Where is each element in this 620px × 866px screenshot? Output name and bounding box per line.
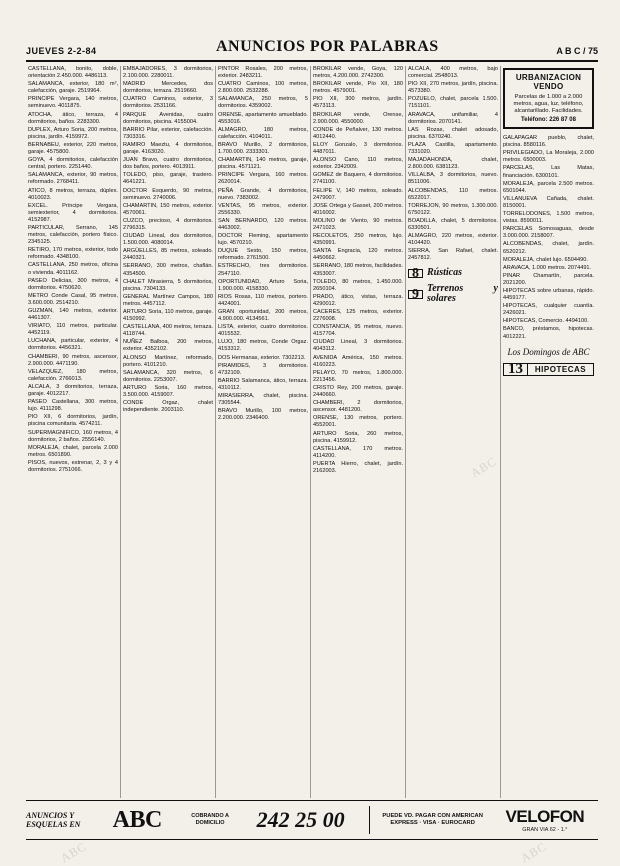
column-5-ads-top [408,66,498,262]
classified-ad: SALAMANCA, exterior, 180 m², calefacción, garaje. 2519964. [28,81,118,95]
classified-ad: VILLANUEVA Cañada, chalet. 8150001. [503,195,594,209]
classified-ad: PLAZA Castilla, apartamento. 7331020. [408,141,498,156]
footer-phone: 242 25 00 [256,807,345,832]
classified-ad: CASTELLANA, 400 metros, terraza. 4118744. [123,324,213,338]
classified-ad: OPORTUNIDAD, Arturo Soria, 1.900.000. 4158330. [218,278,308,292]
classified-ad: CACERES, 125 metros, exterior. 2276008. [313,309,403,323]
header-title: ANUNCIOS POR PALABRAS [216,38,439,55]
classified-ad: PELAYO, 70 metros, 1.800.000. 2213456. [313,369,403,383]
classified-ad: ALONSO Cano, 110 metros, exterior. 2342009. [313,157,403,171]
classified-ad: SERRANO, 180 metros, facilidades. 4353007. [313,263,403,277]
classified-ad: PASEO Delicias, 300 metros, 4 dormitorios. 4750620. [28,277,118,291]
classified-ad: PIO XII, 6 dormitorios, jardín, piscina comunitaria. 4574211. [28,414,118,428]
column-5 [406,66,501,798]
classified-ad: EMBAJADORES, 3 dormitorios, 2.100.000. 2280011. [123,66,213,80]
classified-ad: PIO XII, 270 metros, jardín, piscina. 4573380. [408,81,498,95]
classified-ad: TOLEDO, 80 metros, 1.450.000. 2650104. [313,278,403,292]
classified-ad: CUATRO Caminos, exterior, 3 dormitorios. 2531166. [123,96,213,110]
column-4 [311,66,406,798]
classified-ad: CONDE Orgaz, chalet independiente. 2003110. [123,400,213,414]
classified-ad: AVENIDA América, 150 metros. 4160223. [313,354,403,368]
classified-ad: PIRAMIDES, 3 dormitorios. 4732109. [218,362,308,376]
classified-ad: ORENSE, apartamento amueblado. 4553016. [218,111,308,125]
classified-ad: BROKILAR vende, Pío XII, 180 metros. 4579001. [313,81,403,95]
classified-ad: MORALEJA, chalet, parcela 2.000 metros. 6501890. [28,444,118,458]
footer-velofon [492,807,598,833]
classified-ad: JUAN Bravo, cuatro dormitorios, dos baños, portero. 4013911. [123,157,213,171]
domingos-banner: Los Domingos de ABC [507,346,590,357]
classified-ad: BRAVO Murillo, 100 metros, 2.200.000. 2346400. [218,408,308,422]
promo-body: Parcelas de 1.000 a 2.000 metros, agua, luz, teléfono, alcantarillado. Facilidades. [513,94,584,114]
classified-ad: ARTURO Soria, 260 metros, piscina. 4159912. [313,430,403,444]
classified-ad: BROKILAR vende, Goya, 120 metros, 4.200.000. 2742300. [313,66,403,80]
classified-ad: LISTA, exterior, cuatro dormitorios. 4015532. [218,324,308,338]
classified-ad: ARTURO Soria, 110 metros, garaje. 4150992. [123,309,213,323]
promo-title: URBANIZACION VENDO [515,73,582,91]
classified-ad: BOADILLA, chalet, 5 dormitorios. 6330501. [408,217,498,231]
classified-ad: MOLINO de Viento, 90 metros. 2471023. [313,217,403,231]
classified-ad: ARGÜELLES, 85 metros, soleado. 2440321. [123,248,213,262]
classified-ad: PARCELAS Somosaguas, desde 3.000.000. 2158007. [503,226,594,240]
classified-ad: ALMAGRO, 180 metros, calefacción. 4104011. [218,126,308,140]
classified-ad: ALCALA, 3 dormitorios, terraza, garaje. 4012217. [28,383,118,398]
classified-ad: RIOS Rosas, 110 metros, portero. 4424001. [218,293,308,307]
classified-ad: CHAMARTIN, 150 metros, exterior. 4570061. [123,202,213,216]
classified-ad: PINAR Chamartín, parcela. 2021200. [503,272,594,286]
watermark: ABC [468,454,500,481]
classified-ad: RECOLETOS, 250 metros, lujo. 4350991. [313,233,403,247]
classified-ad: GRAN oportunidad, 200 metros, 4.900.000. 4134561. [218,309,308,323]
classified-ad: SAN BERNARDO, 120 metros. 4463002. [218,217,308,231]
classified-ad: CIUDAD Lineal, 3 dormitorios. 4043112. [313,339,403,353]
column-3 [216,66,311,798]
footer-cobrando-text: COBRANDO A DOMICILIO [191,813,229,826]
classified-ad: PRIVILEGIADO, La Moraleja, 2.000 metros. 6500003. [503,150,594,164]
watermark: ABC [58,839,90,866]
classified-ad: BARRIO Salamanca, ático, terraza. 4310112. [218,377,308,391]
classified-ad: ARAVACA, unifamiliar, 4 dormitorios. 2070141. [408,111,498,125]
classified-ad: CUZCO, precioso, 4 dormitorios. 2796315. [123,217,213,231]
classified-ad: TOLEDO, piso, garaje, trastero. 4641221. [123,172,213,186]
classified-ad: VENTAS, 95 metros, exterior. 2556330. [218,202,308,216]
classified-ad: JOSE Ortega y Gasset, 200 metros. 4016002. [313,202,403,216]
classified-ad: CHAMBERI, 90 metros, ascensor, 2.900.000. 4471190. [28,353,118,367]
classified-ad: SANTA Engracia, 120 metros. 4450662. [313,248,403,262]
promo-box [503,68,594,129]
classified-ad: ARTURO Soria, 160 metros, 3.500.000. 4159007. [123,384,213,399]
classified-columns [26,66,598,798]
classified-ad: PEÑA Grande, 4 dormitorios, nuevo. 7383002. [218,187,308,201]
header-date: JUEVES 2-2-84 [26,46,97,56]
classified-ad: SUPERMAGNIFICO, 160 metros, 4 dormitorios, 2 baños. 2556140. [28,429,118,443]
classified-ad: BROKILAR vende, Orense, 2.900.000. 4550000. [313,111,403,125]
classified-ad: CONSTANCIA, 95 metros, nuevo. 4157704. [313,324,403,338]
classified-ad: METRO Conde Casal, 95 metros, 3.600.000. 2514210. [28,292,118,306]
section-terrenos-number: 9 [408,290,423,299]
classified-ad: NUÑEZ Balboa, 200 metros, exterior. 4352102. [123,339,213,353]
classified-ad: PARCELAS, Las Matas, financiación. 6300101. [503,165,594,179]
classified-ad: LUJO, 180 metros, Conde Orgaz. 4153312. [218,339,308,353]
classified-ad: DOCTOR Esquerdo, 90 metros, seminuevo. 2740006. [123,187,213,201]
classified-ad: GOMEZ de Baquero, 4 dormitorios. 2741100. [313,172,403,186]
column-1 [26,66,121,798]
classified-ad: CHAMARTIN, 140 metros, garaje, piscina. 4571121. [218,157,308,171]
classified-ad: CHALET Mirasierra, 5 dormitorios, piscina. 7304133. [123,278,213,292]
classified-ad: GUZMAN, 140 metros, exterior. 4461307. [28,308,118,322]
classified-ad: SALAMANCA, 320 metros, 6 dormitorios. 2253007. [123,369,213,383]
classified-ad: ALMAGRO, 220 metros, exterior. 4104420. [408,233,498,247]
classified-ad: PASEO Castellana, 300 metros, lujo. 4111298. [28,399,118,413]
classified-ad: VIRIATO, 110 metros, particular. 4452119. [28,323,118,337]
classified-ad: CASTELLANA, bonito, doble, orientación 2.450.000. 4486113. [28,66,118,80]
classified-ad: FELIPE V, 140 metros, soleado. 2479007. [313,187,403,201]
section-rusticas [408,265,498,281]
classified-ad: RETIRO, 170 metros, exterior, todo reformado. 4348100. [28,247,118,261]
classified-ad: SALAMANCA, exterior, 90 metros, reformado. 2768411. [28,172,118,186]
classified-ad: CUATRO Caminos, 100 metros, 2.800.000. 2532288. [218,81,308,95]
classified-ad: BRAVO Murillo, 2 dormitorios, 1.700.000. 2333301. [218,141,308,156]
section-terrenos [408,284,498,304]
classified-ad: PRINCIPE Vergara, 140 metros, seminuevo. 4011875. [28,96,118,110]
section-hipotecas [503,360,594,377]
section-hipotecas-name: HIPOTECAS [534,364,587,374]
classified-ad: DOCTOR Fleming, apartamento lujo. 4570210. [218,233,308,247]
classified-ad: DUQUE Sesto, 150 metros, reformado. 2761500. [218,248,308,262]
classified-ad: GOYA, 4 dormitorios, calefacción central, portero. 2251440. [28,157,118,171]
classified-ad: HIPOTECAS, cualquier cuantía. 2426021. [503,303,594,317]
classified-ad: LAS Rozas, chalet adosado, piscina. 6370240. [408,126,498,140]
classified-ad: EXCEL. Príncipe Vergara, semiexterior, 4 dormitorios. 4152987. [28,202,118,223]
classified-ad: BANCO, préstamos, hipotecas. 4012221. [503,326,594,340]
footer-ad-banner [26,800,598,840]
classified-ad: ARAVACA, 1.000 metros. 2074491. [503,264,592,271]
classified-ad: SIERRA, San Rafael, chalet. 2457812. [408,248,498,262]
classified-ad: ATOCHA, ático, terraza, 4 dormitorios, baños. 2283300. [28,111,118,125]
classified-ad: VILLALBA, 3 dormitorios, nuevo. 8511006. [408,172,498,186]
page-header [26,36,598,62]
classified-ad: CHAMBERI, 2 dormitorios, ascensor. 4481200. [313,400,403,414]
column-6-ads [503,135,594,341]
column-2 [121,66,216,798]
watermark: ABC [518,839,550,866]
section-hipotecas-number: 13 [504,364,528,375]
classified-ad: PUERTA Hierro, chalet, jardín. 2162003. [313,460,403,474]
footer-abc-logo: ABC [112,806,162,833]
classified-ad: MORALEJA, chalet lujo. 6504490. [503,256,588,263]
classified-ad: CRISTO Rey, 200 metros, garaje. 2440660. [313,384,403,399]
classified-ad: HIPOTECAS, Comercio. 4494100. [503,318,589,325]
classified-ad: DOS Hermanas, exterior. 7302213. [218,354,306,361]
classified-ad: GENERAL Martínez Campos, 180 metros. 4457112. [123,293,213,307]
classified-ad: DUPLEX, Arturo Soria, 200 metros, piscina, jardín. 4159972. [28,126,118,140]
classified-ad: PARQUE Avenidas, cuatro dormitorios, piscina. 4155004. [123,111,213,125]
column-6 [501,66,596,798]
classified-ad: PISOS, nuevos, estrenar, 2, 3 y 4 dormitorios. 2751066. [28,459,118,473]
classified-ad: BERNABEU, exterior, 220 metros, garaje. 4575800. [28,141,118,156]
classified-ad: ELOY Gonzalo, 3 dormitorios. 4487011. [313,141,403,156]
promo-phone: Teléfono: 226 87 08 [521,117,576,123]
classified-ad: VELAZQUEZ, 180 metros, calefacción. 2766013. [28,368,118,382]
classified-ad: SERRANO, 300 metros, chaflán. 4354500. [123,263,213,277]
section-rusticas-number: 8 [408,269,423,278]
classified-ad: TORRELODONES, 1.500 metros, vistas. 8590011. [503,211,594,225]
classified-ad: CASTELLANA, 170 metros. 4114200. [313,445,403,459]
classified-ad: MADRID Mercedes, dos dormitorios, terraza. 2519660. [123,81,213,95]
classified-ad: POZUELO, chalet, parcela 1.500. 7151101. [408,96,498,110]
classified-ad: ATICO, 8 metros, terraza, dúplex. 4010023. [28,187,118,201]
classified-ad: PIO XII, 300 metros, jardín. 4573113. [313,96,403,110]
classified-ad: ALCOBENDAS, 110 metros. 6522017. [408,187,498,201]
classified-ad: LUCHANA, particular, exterior, 4 dormitorios. 4456321. [28,338,118,352]
classified-ad: MAJADAHONDA, chalet, 2.800.000. 6381123. [408,157,498,171]
classified-ad: ALCOBENDAS, chalet, jardín. 6520212. [503,241,594,255]
footer-anuncios-text: ANUNCIOS Y ESQUELAS EN [26,811,81,829]
classified-ad: HIPOTECAS sobre urbanas, rápido. 4459177. [503,287,594,302]
footer-velofon-address: GRAN VIA 62 - 1.° [522,827,568,833]
classified-ad: CASTELLANA, 250 metros, oficina o vivienda. 4011162. [28,262,118,276]
section-terrenos-name: Terrenos y solares [427,283,498,305]
classified-ad: SALAMANCA, 250 metros, 5 dormitorios. 4359002. [218,96,308,110]
classified-ad: PINTOR Rosales, 200 metros, exterior. 2483211. [218,66,308,80]
section-rusticas-name: Rústicas [427,267,463,279]
classified-ad: RAMIRO Maeztu, 4 dormitorios, garaje. 4163020. [123,141,213,156]
footer-payment-text: PUEDE VD. PAGAR CON AMERICAN EXPRESS · VISA · EUROCARD [382,813,483,826]
classified-ad: ALCALA, 400 metros, bajo comercial. 2548013. [408,66,498,80]
column-4-ads [313,66,403,475]
classified-ad: PARTICULAR, Serrano, 145 metros, calefacción, portero físico. 2345125. [28,224,118,246]
classified-ad: GALAPAGAR pueblo, chalet, piscina. 8580116. [503,135,594,149]
footer-velofon-brand: VELOFON [505,807,585,826]
classified-ad: CONDE de Peñalver, 130 metros. 4012440. [313,126,403,140]
header-page-number: A B C / 75 [556,46,598,56]
classified-ad: BARRIO Pilar, exterior, calefacción. 7303316. [123,126,213,140]
classified-ad: ORENSE, 130 metros, portero. 4552001. [313,415,403,429]
classified-ad: PRINCIPE Vergara, 160 metros. 2620014. [218,172,308,186]
classified-ad: TORREJON, 90 metros, 1.300.000. 6750122. [408,202,498,216]
classified-ad: ALONSO Martínez, reformado, portero. 4101210. [123,354,213,368]
classified-ad: MIRASIERRA, chalet, piscina. 7305544. [218,393,308,407]
classified-ad: CIUDAD Lineal, dos dormitorios, 1.500.000. 4080014. [123,233,213,247]
footer-separator [369,806,370,834]
classified-ad: MORALEJA, parcela 2.500 metros. 6501044. [503,180,594,194]
classified-ad: ESTRECHO, tres dormitorios. 2547110. [218,263,308,277]
classified-ad: PRADO, ático, vistas, terraza. 4290012. [313,293,403,307]
